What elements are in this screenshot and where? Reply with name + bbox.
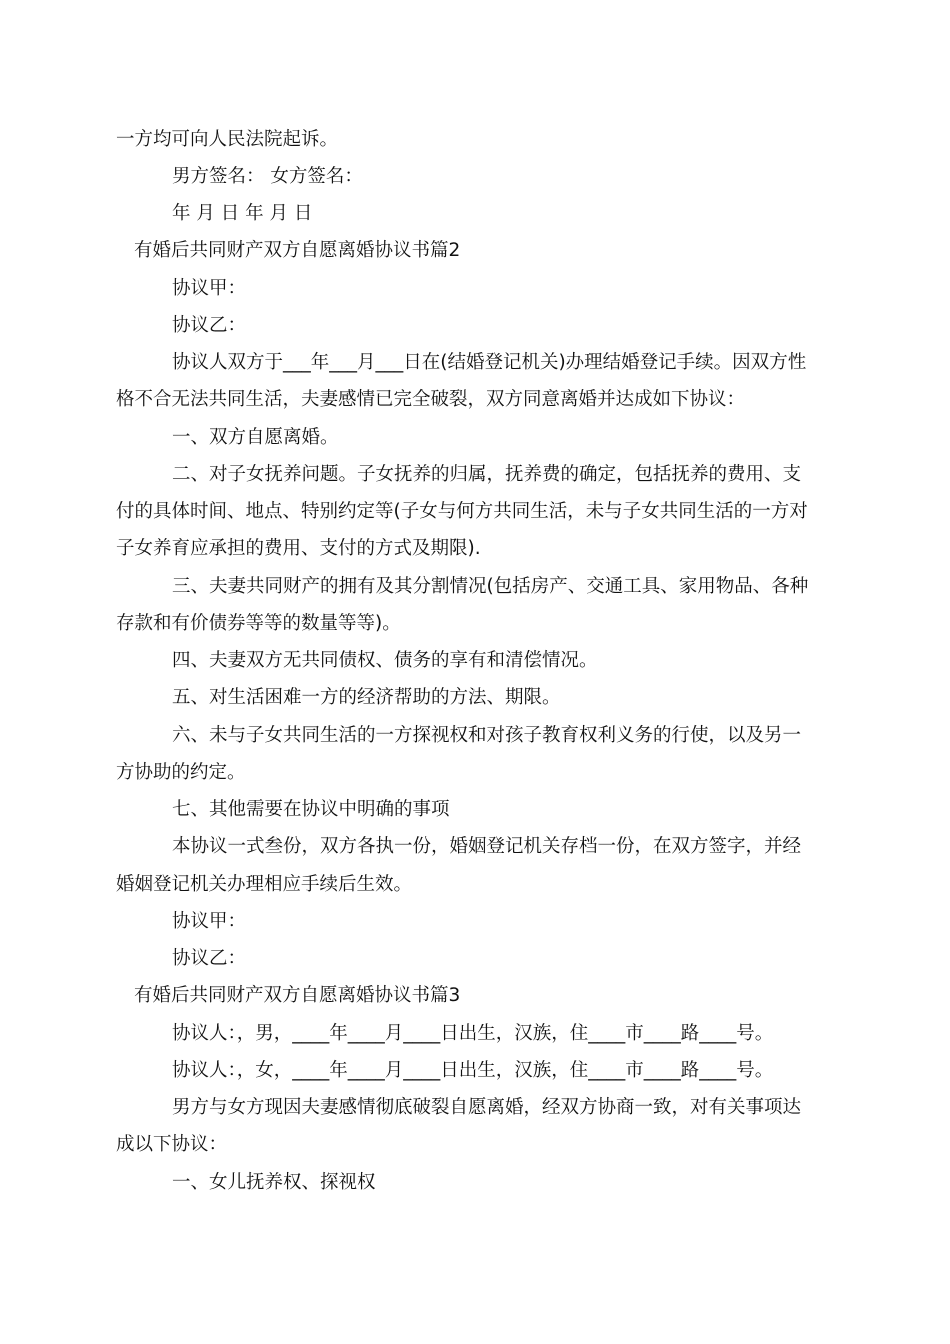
party-b-line: 协议乙： — [172, 315, 247, 336]
clause-line: 七、其他需要在协议中明确的事项 — [172, 799, 450, 820]
clause-line: 三、夫妻共同财产的拥有及其分割情况(包括房产、交通工具、家用物品、各种 — [172, 576, 809, 597]
section-heading: 有婚后共同财产双方自愿离婚协议书篇3 — [134, 985, 461, 1006]
paragraph-line: 男方与女方现因夫妻感情彻底破裂自愿离婚，经双方协商一致，对有关事项达 — [172, 1097, 802, 1118]
paragraph-line: 成以下协议： — [116, 1134, 228, 1155]
party-a-line: 协议甲： — [172, 278, 247, 299]
party-a-line: 协议甲： — [172, 911, 247, 932]
paragraph-line: 子女养育应承担的费用、支付的方式及期限). — [116, 538, 481, 559]
paragraph-line: 方协助的约定。 — [116, 762, 246, 783]
clause-line: 一、双方自愿离婚。 — [172, 427, 339, 448]
section-heading: 有婚后共同财产双方自愿离婚协议书篇2 — [134, 240, 461, 261]
paragraph-line: 本协议一式叁份，双方各执一份，婚姻登记机关存档一份，在双方签字，并经 — [172, 836, 802, 857]
clause-line: 六、未与子女共同生活的一方探视权和对孩子教育权利义务的行使，以及另一 — [172, 725, 802, 746]
date-line: 年 月 日 年 月 日 — [172, 203, 313, 224]
paragraph-line: 格不合无法共同生活，夫妻感情已完全破裂，双方同意离婚并达成如下协议： — [116, 389, 746, 410]
party-info-line: 协议人：，女，____年____月____日出生，汉族，住____市____路____号。 — [172, 1060, 774, 1081]
party-info-line: 协议人：，男，____年____月____日出生，汉族，住____市____路____号。 — [172, 1023, 774, 1044]
clause-line: 二、对子女抚养问题。子女抚养的归属，抚养费的确定，包括抚养的费用、支 — [172, 464, 802, 485]
paragraph-line: 协议人双方于___年___月___日在(结婚登记机关)办理结婚登记手续。因双方性 — [172, 352, 807, 373]
paragraph-line: 付的具体时间、地点、特别约定等(子女与何方共同生活，未与子女共同生活的一方对 — [116, 501, 808, 522]
paragraph-line: 存款和有价债券等等的数量等等)。 — [116, 613, 401, 634]
clause-line: 四、夫妻双方无共同债权、债务的享有和清偿情况。 — [172, 650, 598, 671]
party-b-line: 协议乙： — [172, 948, 247, 969]
text-line: 一方均可向人民法院起诉。 — [116, 129, 339, 150]
paragraph-line: 婚姻登记机关办理相应手续后生效。 — [116, 874, 413, 895]
clause-line: 五、对生活困难一方的经济帮助的方法、期限。 — [172, 687, 561, 708]
clause-line: 一、女儿抚养权、探视权 — [172, 1172, 376, 1193]
signature-line: 男方签名： 女方签名： — [172, 166, 363, 187]
